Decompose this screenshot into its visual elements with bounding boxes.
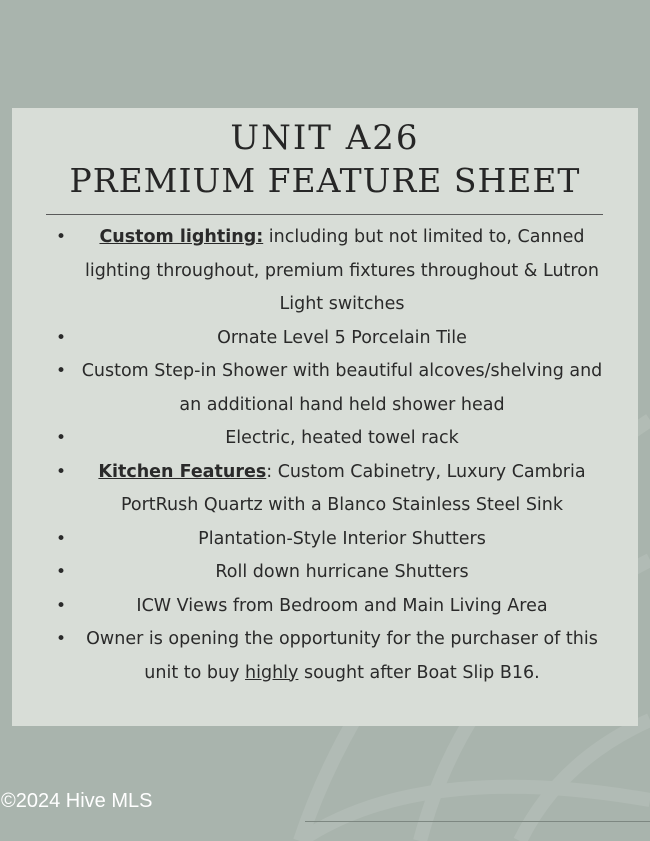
bullet-icon: • [56, 461, 67, 482]
bullet-icon: • [56, 562, 67, 582]
bullet-icon: • [56, 361, 67, 381]
bullet-icon: • [56, 428, 67, 448]
feature-text-boat-slip-before: Owner is opening the opportunity for the purchaser of this unit to buy [86, 629, 598, 683]
feature-text-tile: Ornate Level 5 Porcelain Tile [217, 327, 467, 348]
feature-text-towel-rack: Electric, heated towel rack [225, 428, 459, 448]
feature-sheet-card [12, 108, 638, 726]
feature-text-shower: Custom Step-in Shower with beautiful alcoves/shelving and an additional hand held shower head [81, 361, 603, 415]
copyright-notice: ©2024 Hive MLS [1, 790, 153, 812]
bullet-icon: • [56, 227, 67, 247]
sheet-subtitle: PREMIUM FEATURE SHEET [69, 161, 581, 200]
feature-text-views: ICW Views from Bedroom and Main Living Area [136, 595, 548, 616]
bullet-icon: • [56, 595, 67, 616]
feature-text-boat-slip-after: sought after Boat Slip B16. [298, 662, 540, 683]
feature-item-hurricane-shutters [12, 556, 638, 590]
feature-item-views [12, 590, 638, 624]
feature-item-tile [12, 322, 638, 356]
feature-lead-kitchen: Kitchen Features [98, 461, 267, 482]
feature-text-lighting: including but not limited to, Canned lighting throughout, premium fixtures throughout & Lutron Light switches [84, 227, 600, 314]
footer-rule [305, 821, 650, 822]
feature-emphasis-highly: highly [245, 662, 299, 683]
sheet-title: UNIT A26 [230, 118, 420, 158]
feature-item-kitchen [12, 456, 638, 523]
feature-lead-lighting: Custom lighting: [99, 227, 264, 247]
feature-text-hurricane-shutters: Roll down hurricane Shutters [215, 562, 469, 582]
title-divider [46, 214, 603, 215]
feature-text-kitchen: : Custom Cabinetry, Luxury Cambria PortRush Quartz with a Blanco Stainless Steel Sink [120, 461, 586, 515]
feature-list [12, 221, 638, 690]
feature-text-interior-shutters: Plantation-Style Interior Shutters [198, 528, 486, 549]
feature-item-interior-shutters [12, 523, 638, 557]
bullet-icon: • [56, 528, 67, 549]
bullet-icon: • [56, 629, 67, 649]
feature-item-towel-rack [12, 422, 638, 456]
feature-item-boat-slip [12, 623, 638, 690]
feature-item-shower [12, 355, 638, 422]
bullet-icon: • [56, 327, 67, 348]
feature-item-lighting [12, 221, 638, 322]
